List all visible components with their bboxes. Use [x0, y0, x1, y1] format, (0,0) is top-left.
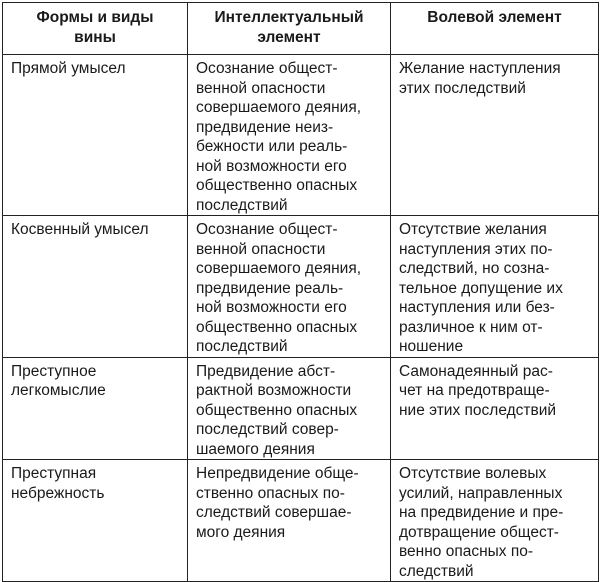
volitional-line: тельное допущение их	[399, 279, 563, 297]
intellectual-line: совершаемого деяния,	[196, 260, 362, 277]
header-intellectual-line: Интеллектуальный	[214, 9, 364, 26]
intellectual-line: следствий совершае-	[196, 504, 352, 521]
intellectual-line: предвидение реаль-	[196, 279, 344, 297]
intellectual-line: бежности или реаль-	[196, 138, 348, 155]
volitional-line: этих последствий	[399, 79, 526, 97]
intellectual-line: Предвидение абст-	[196, 362, 336, 380]
intellectual-line: Непредвидение обще-	[196, 465, 359, 482]
table-row	[3, 216, 599, 358]
volitional-line: на предвидение и пре-	[399, 504, 564, 521]
header-volitional	[391, 3, 599, 55]
intellectual-line: последствий совер-	[196, 421, 339, 438]
intellectual-line: венной опасности	[196, 79, 326, 97]
form-line: Косвенный умысел	[11, 221, 149, 238]
volitional-cell	[391, 460, 599, 582]
header-forms-line: Формы и виды	[36, 9, 154, 26]
intellectual-line: мого деяния	[196, 523, 286, 541]
form-line: Прямой умысел	[11, 60, 126, 77]
header-volitional-line: Волевой элемент	[427, 9, 562, 26]
volitional-line: ношение	[399, 338, 464, 355]
volitional-line: Отсутствие волевых	[399, 465, 547, 482]
volitional-line: чет на предотвраще-	[399, 382, 550, 399]
guilt-forms-table	[2, 2, 599, 582]
intellectual-line: последствий	[196, 196, 288, 214]
intellectual-line: венной опасности	[196, 240, 326, 258]
volitional-line: следствий	[399, 562, 474, 580]
intellectual-line: общественно опасных	[196, 318, 358, 336]
form-line: Преступное	[11, 362, 97, 380]
intellectual-line: совершаемого деяния,	[196, 99, 362, 116]
intellectual-line: шаемого деяния	[196, 440, 315, 458]
intellectual-line: общественно опасных	[196, 177, 358, 194]
intellectual-line: ной возможности его	[196, 157, 347, 175]
form-line: легкомыслие	[11, 382, 106, 399]
intellectual-cell	[188, 216, 391, 358]
intellectual-line: ной возможности его	[196, 299, 347, 316]
form-line: небрежность	[11, 484, 105, 502]
intellectual-line: последствий	[196, 338, 288, 355]
volitional-line: Отсутствие желания	[399, 221, 547, 238]
volitional-cell	[391, 357, 599, 460]
header-forms	[3, 3, 188, 55]
volitional-line: наступления или без-	[399, 299, 555, 316]
intellectual-line: предвидение неиз-	[196, 118, 334, 136]
form-cell	[3, 55, 188, 216]
intellectual-line: Осознание общест-	[196, 221, 338, 238]
table-row	[3, 55, 599, 216]
volitional-line: различное к ним от-	[399, 318, 543, 336]
intellectual-cell	[188, 55, 391, 216]
intellectual-line: ственно опасных по-	[196, 484, 345, 502]
form-cell	[3, 460, 188, 582]
form-cell	[3, 216, 188, 358]
volitional-line: усилий, направленных	[399, 484, 563, 502]
volitional-line: ние этих последствий	[399, 401, 557, 419]
volitional-line: следствий, но созна-	[399, 260, 550, 277]
form-line: Преступная	[11, 465, 97, 482]
intellectual-cell	[188, 357, 391, 460]
header-intellectual-line: элемент	[257, 28, 321, 46]
header-intellectual	[188, 3, 391, 55]
volitional-line: Самонадеянный рас-	[399, 362, 553, 380]
table-row	[3, 357, 599, 460]
volitional-line: наступления этих по-	[399, 240, 553, 258]
intellectual-cell	[188, 460, 391, 582]
table-row	[3, 460, 599, 582]
volitional-line: дотвращение общест-	[399, 523, 559, 541]
header-forms-line: вины	[74, 28, 116, 46]
intellectual-line: рактной возможности	[196, 382, 352, 399]
volitional-cell	[391, 55, 599, 216]
intellectual-line: общественно опасных	[196, 401, 358, 419]
volitional-line: венно опасных по-	[399, 543, 534, 560]
intellectual-line: Осознание общест-	[196, 60, 338, 77]
volitional-cell	[391, 216, 599, 358]
form-cell	[3, 357, 188, 460]
volitional-line: Желание наступления	[399, 60, 561, 77]
header-row	[3, 3, 599, 55]
